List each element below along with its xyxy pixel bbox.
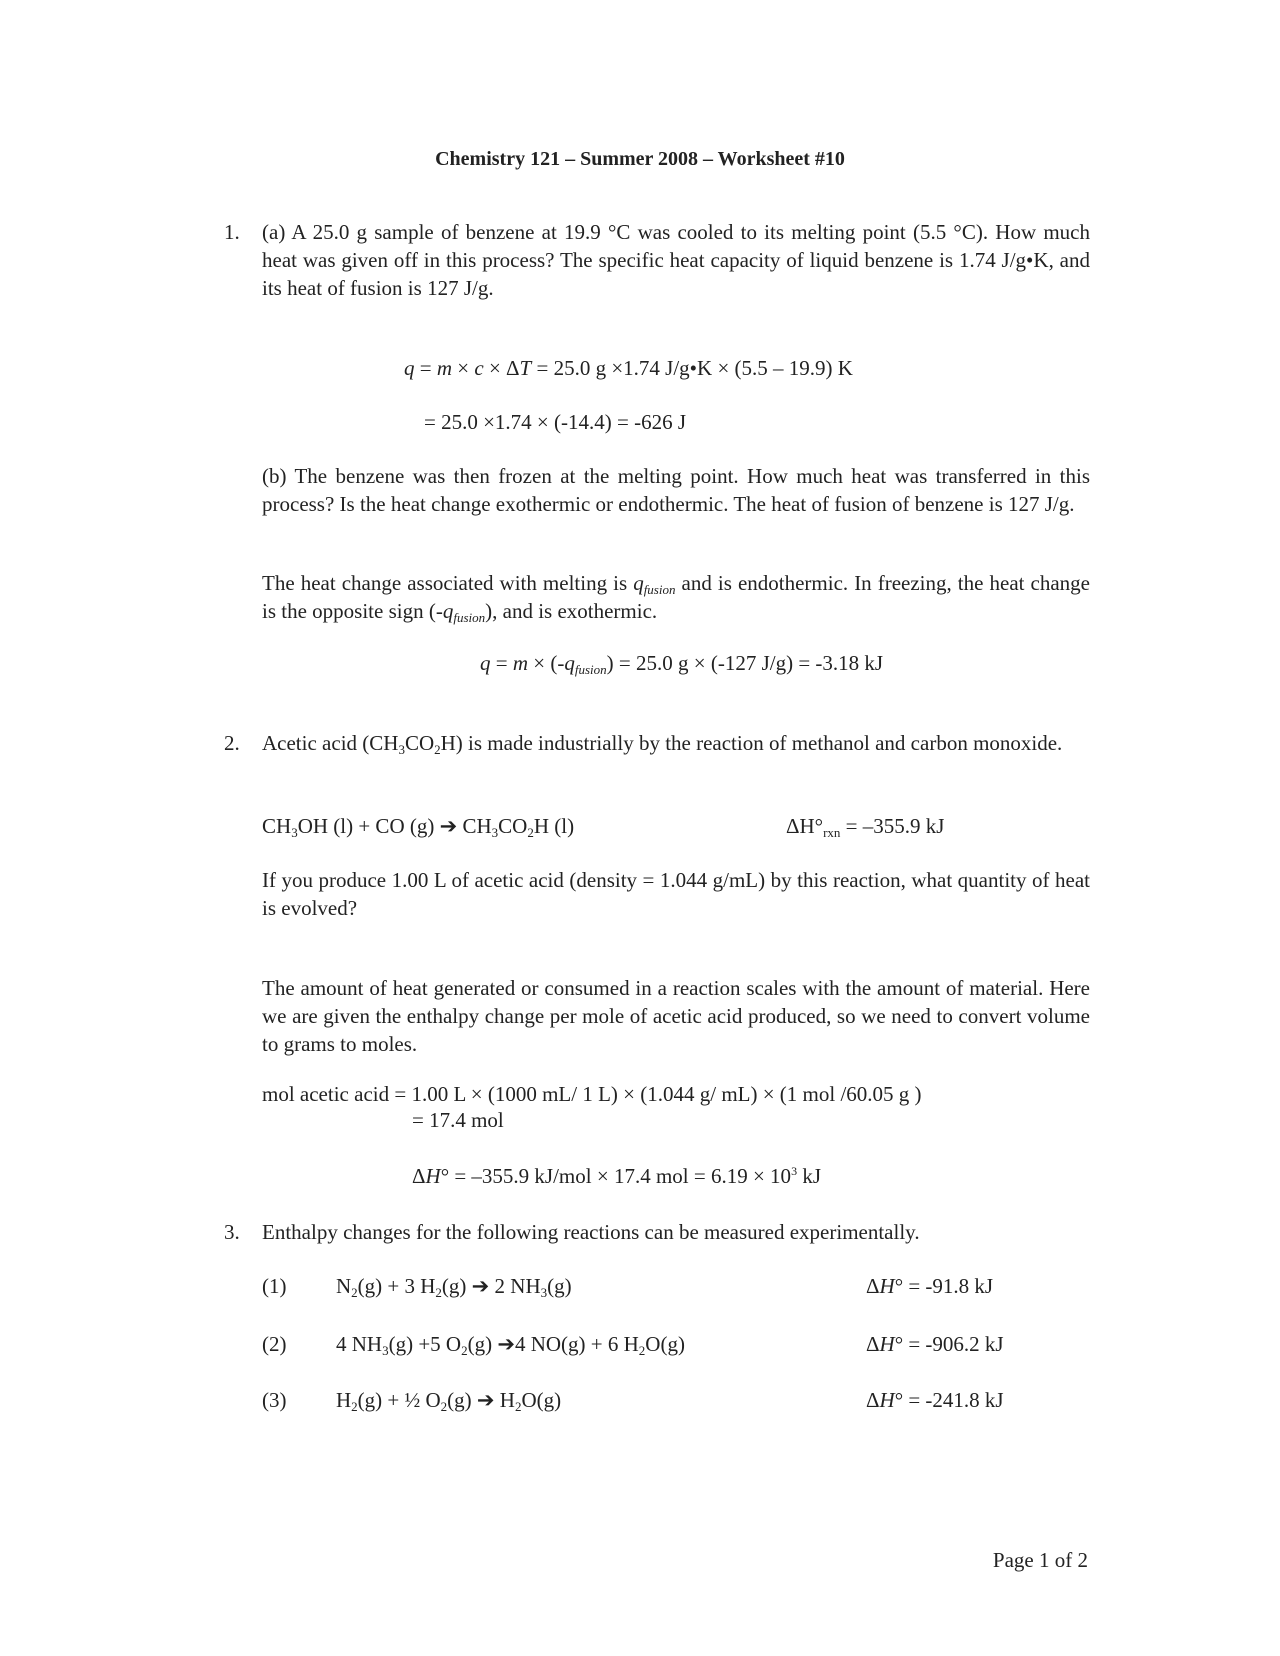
question-3-intro: Enthalpy changes for the following reactions can be measured experimentally. (262, 1220, 920, 1244)
page-number: Page 1 of 2 (992, 1548, 1088, 1572)
reaction-3-label: (3) (262, 1388, 287, 1412)
q2-enthalpy-calc: ΔH° = –355.9 kJ/mol × 17.4 mol = $6.19 \times 10^3$ kJ (412, 1164, 821, 1188)
q2-mol-line-1: mol acetic acid = 1.00 L × (1000 mL/ 1 L) × (1.044 g/ mL) × (1 mol /60.05 g ) (262, 1082, 922, 1106)
reaction-arrow-icon: ➔ (439, 814, 458, 838)
question-2-intro: Acetic acid $(CH_3CO_2H)$ is made industrially by the reaction of methanol and carbon monoxide. (262, 731, 1063, 757)
q2-reaction: $CH_3OH$ (l) + CO (g) ➔ $CH_3CO_2H$ (l) (262, 814, 575, 840)
q2-enthalpy: $\Delta H^\circ_{rxn} = -355.9$ kJ (786, 814, 945, 840)
question-1-number: 1. (224, 220, 240, 244)
reaction-arrow-icon: ➔ (476, 1388, 495, 1412)
reaction-arrow-icon: ➔ (471, 1274, 490, 1298)
q1-equation-1: q = m × c × ΔT = 25.0 g ×1.74 J/g•K × (5.5 – 19.9) K (404, 356, 853, 380)
reaction-2-label: (2) (262, 1332, 287, 1356)
question-1a-prompt: (a) A 25.0 g sample of benzene at 19.9 °C was cooled to its melting point (5.5 °C). How much heat was given off in this process? The specific heat capacity of liquid benzene is 1.74 J/g•K, and its heat of fusion is 127 J/g. (262, 220, 1090, 300)
reaction-1-label: (1) (262, 1274, 287, 1298)
reaction-3-enthalpy: ΔH° = -241.8 kJ (866, 1388, 1004, 1412)
q1-equation-2: = 25.0 ×1.74 × (-14.4) = -626 J (424, 410, 687, 434)
reaction-arrow-icon: ➔ (497, 1332, 515, 1356)
q1b-explanation: The heat change associated with melting is $q_{fusion}$ and is endothermic. In freezing, the heat change is the opposite sign $(-q_{fusion})$, and is exothermic. (262, 571, 1090, 625)
page-title: Chemistry 121 – Summer 2008 – Worksheet #10 (435, 148, 845, 170)
reaction-2-equation: 4 $NH_3(g) +5$ $O_2(g)$ ➔4 NO(g) + 6 $H_2O(g)$ (336, 1332, 685, 1358)
question-2-number: 2. (224, 731, 240, 755)
q1-equation-3: $q = m \times (-q_{fusion}) = 25.0$ g × (-127 J/g) = -3.18 kJ (480, 651, 884, 677)
reaction-2-enthalpy: ΔH° = -906.2 kJ (866, 1332, 1004, 1356)
reaction-1-equation: $N_2(g) + 3$ $H_2(g)$ ➔ 2 $NH_3(g)$ (336, 1274, 572, 1300)
reaction-1-enthalpy: ΔH° = -91.8 kJ (866, 1274, 994, 1298)
question-1b-prompt: (b) The benzene was then frozen at the melting point. How much heat was transferred in this process? Is the heat change exothermic or endothermic. The heat of fusion of benzene is 127 J/g. (262, 464, 1090, 516)
q2-explanation: The amount of heat generated or consumed in a reaction scales with the amount of material. Here we are given the enthalpy change per mole of acetic acid produced, so we need to convert volume to grams to moles. (262, 976, 1090, 1056)
reaction-3-equation: $H_2(g)$ + ½ $O_2(g)$ ➔ $H_2O(g)$ (336, 1388, 562, 1414)
q2-mol-line-2: = 17.4 mol (412, 1108, 504, 1132)
question-2-question: If you produce 1.00 L of acetic acid (density = 1.044 g/mL) by this reaction, what quantity of heat is evolved? (262, 868, 1090, 920)
question-3-number: 3. (224, 1220, 240, 1244)
